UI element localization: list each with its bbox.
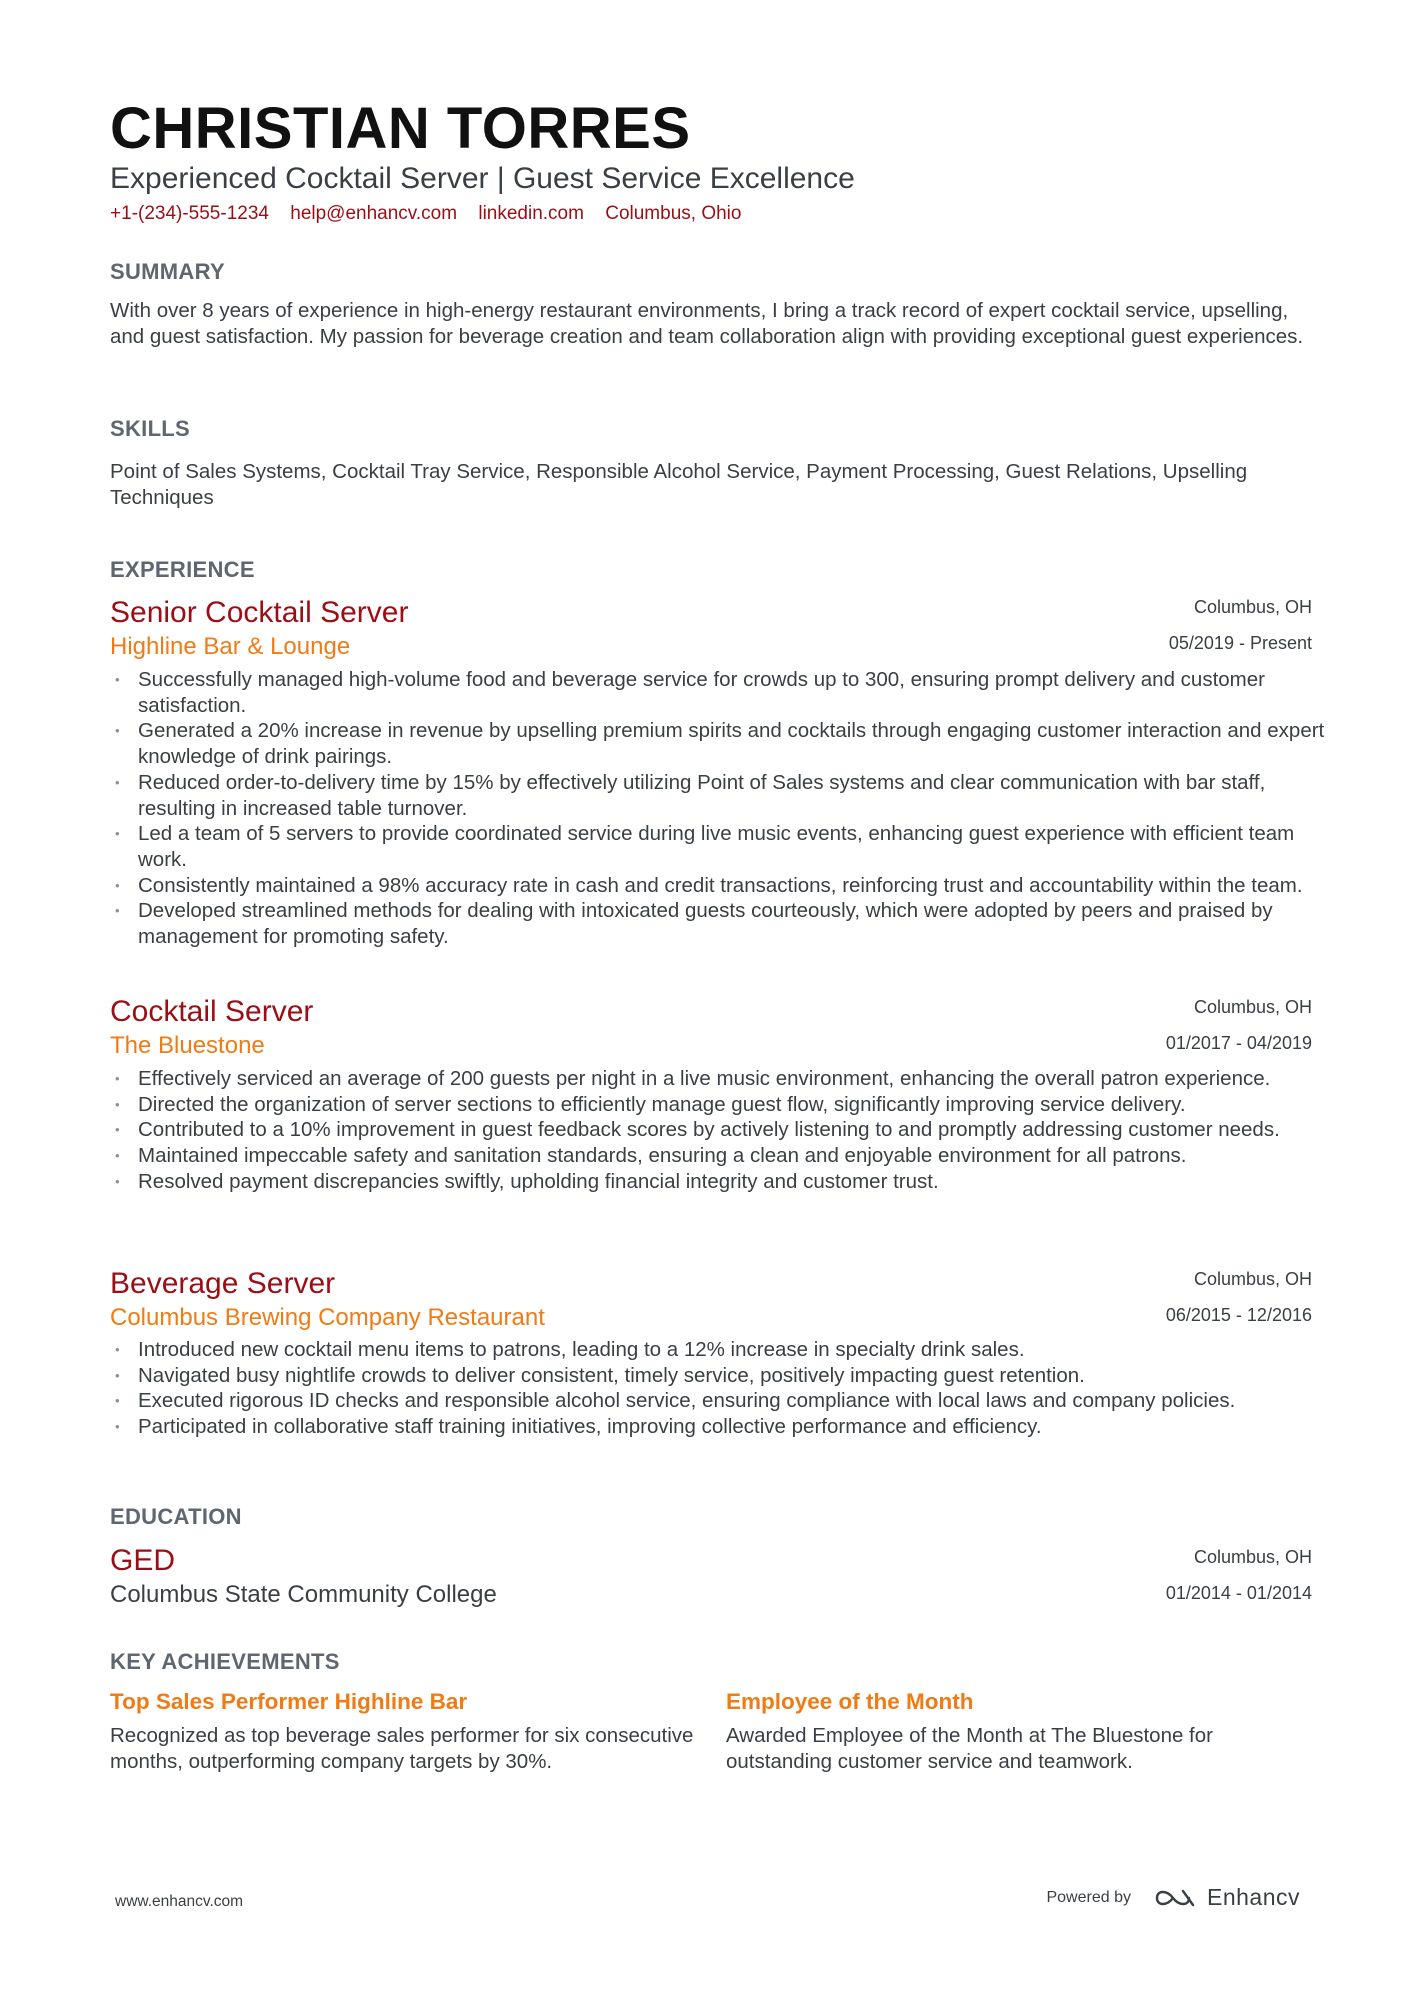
headline: Experienced Cocktail Server | Guest Service Excellence <box>110 162 855 195</box>
job-role: Cocktail Server <box>110 995 314 1028</box>
bullet-item: • Consistently maintained a 98% accuracy rate in cash and credit transactions, reinforcing trust and accountability within the team. <box>110 873 1330 899</box>
brand-logo[interactable] <box>1153 1884 1300 1911</box>
bullet-item: • Developed streamlined methods for dealing with intoxicated guests courteously, which were adopted by peers and praised by management for promoting safety. <box>110 898 1330 949</box>
job-dates: 06/2015 - 12/2016 <box>1165 1305 1312 1325</box>
summary-title: SUMMARY <box>110 259 225 284</box>
job-bullets <box>110 667 1330 950</box>
job-bullets <box>110 1337 1330 1440</box>
job-company: The Bluestone <box>110 1032 265 1059</box>
achievement-title: Top Sales Performer Highline Bar <box>110 1689 468 1714</box>
enhancv-logo-icon <box>1153 1886 1197 1910</box>
bullet-item: • Introduced new cocktail menu items to patrons, leading to a 12% increase in specialty drink sales. <box>110 1337 1330 1363</box>
skills-text: Point of Sales Systems, Cocktail Tray Service, Responsible Alcohol Service, Payment Processing, Guest Relations, Upselling Techniques <box>110 460 1248 509</box>
footer-branding <box>1046 1884 1300 1911</box>
bullet-item: • Successfully managed high-volume food and beverage service for crowds up to 300, ensuring prompt delivery and customer satisfaction. <box>110 667 1330 718</box>
linkedin[interactable]: linkedin.com <box>478 203 584 224</box>
bullet-item: • Led a team of 5 servers to provide coordinated service during live music events, enhancing guest experience with efficient team work. <box>110 821 1330 872</box>
bullet-item: • Participated in collaborative staff training initiatives, improving collective performance and efficiency. <box>110 1414 1330 1440</box>
footer-website[interactable]: www.enhancv.com <box>115 1893 244 1910</box>
bullet-item: • Generated a 20% increase in revenue by upselling premium spirits and cocktails through engaging customer interaction and expert knowledge of drink pairings. <box>110 718 1330 769</box>
achievement-desc: Awarded Employee of the Month at The Bluestone for outstanding customer service and teamwork. <box>726 1724 1213 1773</box>
bullet-item: • Resolved payment discrepancies swiftly, upholding financial integrity and customer trust. <box>110 1169 1330 1195</box>
bullet-item: • Reduced order-to-delivery time by 15% by effectively utilizing Point of Sales systems and clear communication with bar staff, resulting in increased table turnover. <box>110 770 1330 821</box>
job-location: Columbus, OH <box>1193 1269 1312 1289</box>
bullet-item: • Executed rigorous ID checks and responsible alcohol service, ensuring compliance with local laws and company policies. <box>110 1388 1330 1414</box>
bullet-item: • Maintained impeccable safety and sanitation standards, ensuring a clean and enjoyable environment for all patrons. <box>110 1143 1330 1169</box>
bullet-item: • Navigated busy nightlife crowds to deliver consistent, timely service, positively impacting guest retention. <box>110 1363 1330 1389</box>
summary-text: With over 8 years of experience in high-energy restaurant environments, I bring a track record of expert cocktail service, upselling, and guest satisfaction. My passion for beverage creation and team collaboration align with providing exceptional guest experiences. <box>110 299 1304 348</box>
experience-title: EXPERIENCE <box>110 557 255 582</box>
bullet-item: • Directed the organization of server sections to efficiently manage guest flow, significantly improving service delivery. <box>110 1092 1330 1118</box>
achievements-title: KEY ACHIEVEMENTS <box>110 1649 340 1674</box>
phone[interactable]: +1-(234)-555-1234 <box>110 203 269 224</box>
brand-name: Enhancv <box>1206 1884 1300 1910</box>
contact-info <box>110 202 757 226</box>
achievement-title: Employee of the Month <box>726 1689 974 1714</box>
job-company: Columbus Brewing Company Restaurant <box>110 1304 545 1331</box>
job-location: Columbus, OH <box>1193 597 1312 617</box>
email[interactable]: help@enhancv.com <box>290 203 458 224</box>
job-role: Senior Cocktail Server <box>110 596 409 629</box>
job-bullets <box>110 1066 1330 1195</box>
education-school: Columbus State Community College <box>110 1581 497 1608</box>
job-dates: 05/2019 - Present <box>1168 633 1312 653</box>
job-dates: 01/2017 - 04/2019 <box>1165 1033 1312 1053</box>
skills-title: SKILLS <box>110 416 191 441</box>
job-company: Highline Bar & Lounge <box>110 633 351 660</box>
education-location: Columbus, OH <box>1193 1547 1312 1567</box>
achievement-desc: Recognized as top beverage sales performer for six consecutive months, outperforming company targets by 30%. <box>110 1724 694 1773</box>
powered-by-label: Powered by <box>1046 1888 1131 1906</box>
education-title: EDUCATION <box>110 1504 242 1529</box>
location: Columbus, Ohio <box>605 203 742 224</box>
bullet-item: • Contributed to a 10% improvement in guest feedback scores by actively listening to and promptly addressing customer needs. <box>110 1117 1330 1143</box>
education-dates: 01/2014 - 01/2014 <box>1165 1583 1312 1603</box>
job-role: Beverage Server <box>110 1267 336 1300</box>
candidate-name: CHRISTIAN TORRES <box>110 96 691 161</box>
job-location: Columbus, OH <box>1193 997 1312 1017</box>
education-degree: GED <box>110 1544 176 1577</box>
bullet-item: • Effectively serviced an average of 200 guests per night in a live music environment, enhancing the overall patron experience. <box>110 1066 1330 1092</box>
